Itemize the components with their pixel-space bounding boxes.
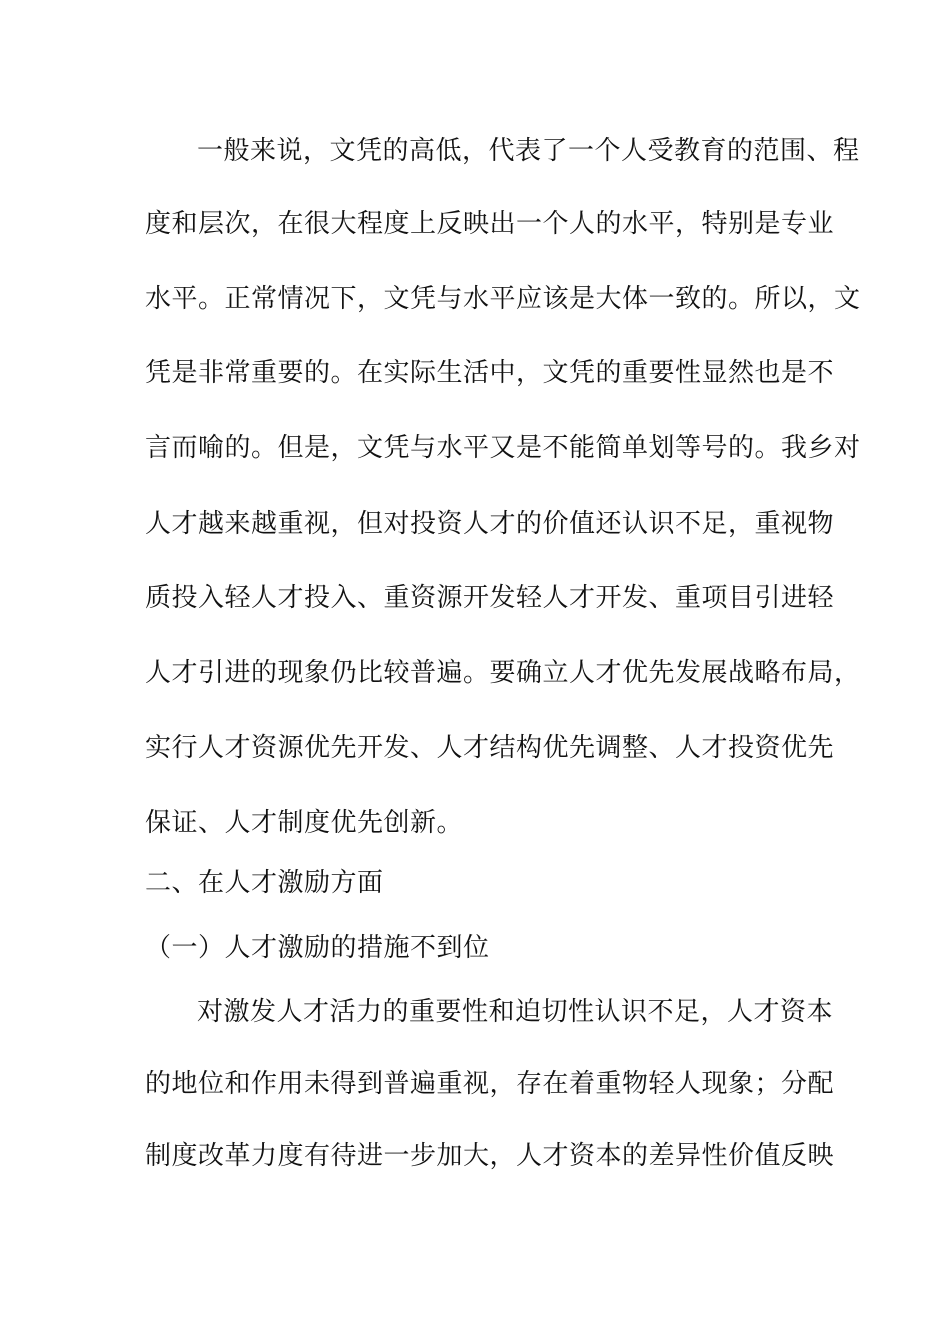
paragraph-1-line-2: 度和层次，在很大程度上反映出一个人的水平，特别是专业 <box>145 209 835 239</box>
paragraph-2-line-3: 制度改革力度有待进一步加大，人才资本的差异性价值反映 <box>145 1141 835 1171</box>
paragraph-1-line-10: 保证、人才制度优先创新。 <box>145 808 464 838</box>
paragraph-1-line-4: 凭是非常重要的。在实际生活中，文凭的重要性显然也是不 <box>145 358 835 388</box>
paragraph-2-line-2: 的地位和作用未得到普遍重视，存在着重物轻人现象；分配 <box>145 1069 835 1099</box>
section-heading: 二、在人才激励方面 <box>145 868 384 898</box>
paragraph-1-line-3: 水平。正常情况下，文凭与水平应该是大体一致的。所以，文 <box>145 284 861 314</box>
paragraph-1-line-5: 言而喻的。但是，文凭与水平又是不能简单划等号的。我乡对 <box>145 433 861 463</box>
paragraph-1-line-6: 人才越来越重视，但对投资人才的价值还认识不足，重视物 <box>145 509 835 539</box>
paragraph-1-line-7: 质投入轻人才投入、重资源开发轻人才开发、重项目引进轻 <box>145 583 835 613</box>
paragraph-1-line-1: 一般来说，文凭的高低，代表了一个人受教育的范围、程 <box>197 136 860 166</box>
paragraph-2-line-1: 对激发人才活力的重要性和迫切性认识不足，人才资本 <box>197 997 834 1027</box>
subsection-heading: （一）人才激励的措施不到位 <box>145 933 490 963</box>
paragraph-1-line-9: 实行人才资源优先开发、人才结构优先调整、人才投资优先 <box>145 733 835 763</box>
paragraph-1-line-8: 人才引进的现象仍比较普遍。要确立人才优先发展战略布局， <box>145 658 861 688</box>
